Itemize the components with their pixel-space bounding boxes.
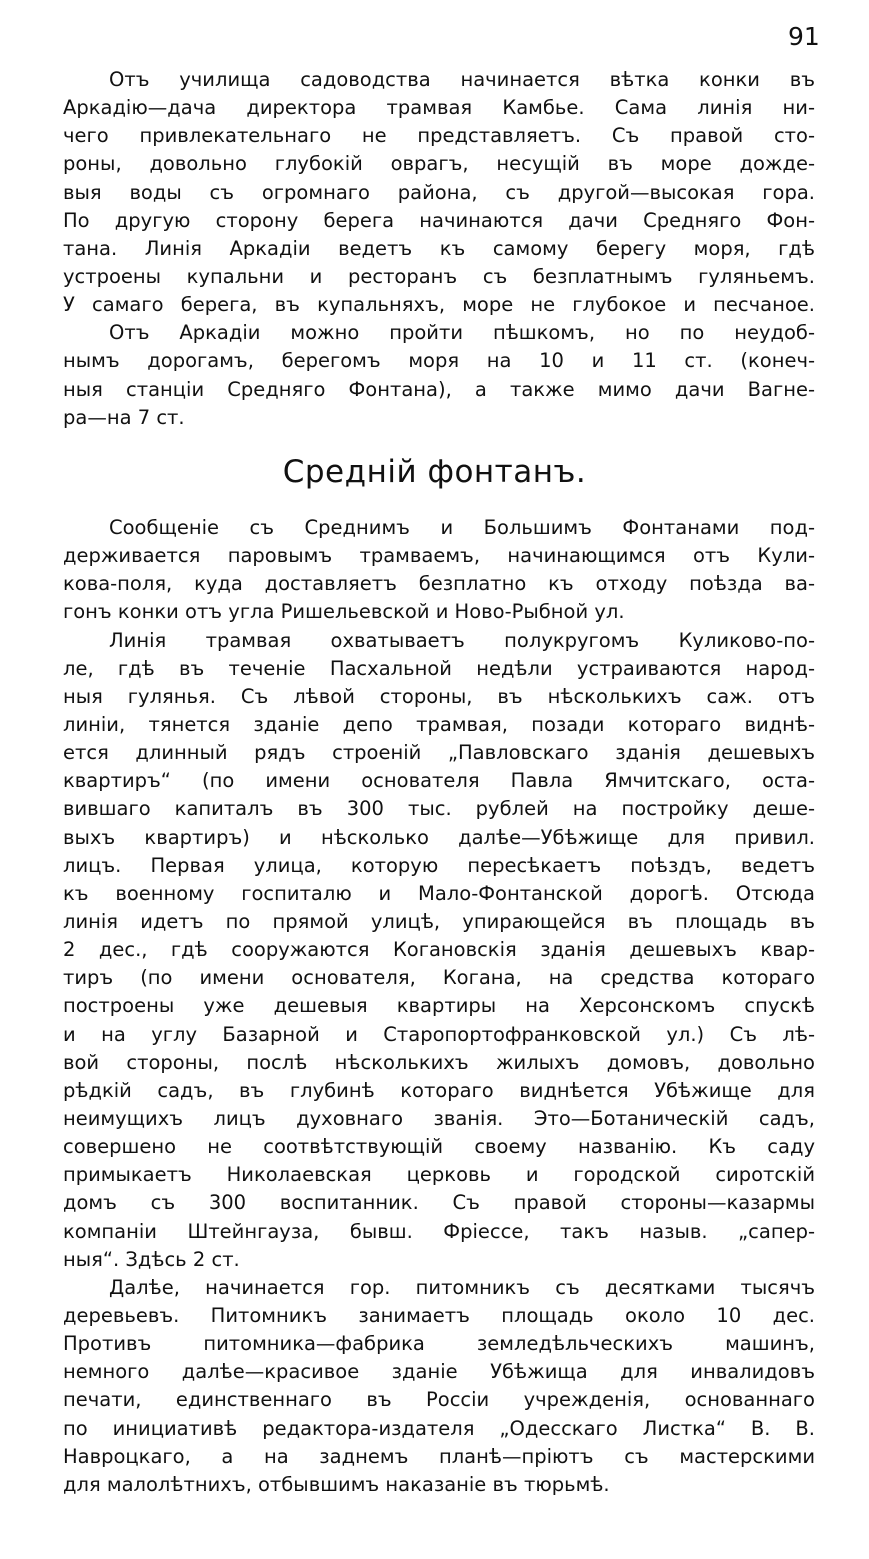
text-line: ра—на 7 ст.: [63, 405, 185, 429]
text-line: Линiя трамвая охватываетъ полукругомъ Куликово-по-: [109, 628, 815, 652]
text-line: Аркадiю—дача директора трамвая Камбье. Сама линiя ни-: [63, 96, 815, 120]
text-line: устроены купальни и ресторанъ съ безплатнымъ гуляньемъ.: [63, 264, 815, 288]
text-line: рѣдкiй садъ, въ глубинѣ котораго виднѣется Убѣжище для: [63, 1078, 815, 1102]
text-line: ется длинный рядъ строенiй „Павловскаго зданiя дешевыхъ: [63, 741, 815, 765]
text-line: выя воды съ огромнаго района, съ другой—высокая гора.: [63, 180, 815, 204]
page-number: 91: [788, 22, 820, 51]
text-line: Далѣе, начинается гор. питомникъ съ десятками тысячъ: [109, 1275, 815, 1299]
text-line: деревьевъ. Питомникъ занимаетъ площадь около 10 дес.: [63, 1303, 815, 1327]
section-heading: Среднiй фонтанъ.: [282, 454, 587, 490]
text-line: 2 дес., гдѣ сооружаются Когановскiя зданiя дешевыхъ квар-: [63, 938, 815, 962]
text-line: чего привлекательнаго не представляетъ. Съ правой сто-: [63, 124, 815, 148]
text-line: ныя станцiи Средняго Фонтана), а также мимо дачи Вагне-: [63, 377, 815, 401]
text-line: совершено не соотвѣтствующiй своему названiю. Къ саду: [63, 1135, 815, 1159]
text-line: ныя гулянья. Съ лѣвой стороны, въ нѣсколькихъ саж. отъ: [63, 684, 815, 708]
text-line: тана. Линiя Аркадiи ведетъ къ самому берегу моря, гдѣ: [63, 236, 815, 260]
text-line: по инициативѣ редактора-издателя „Одесскаго Листка“ В. В.: [63, 1416, 815, 1440]
text-line: лицъ. Первая улица, которую пересѣкаетъ поѣздъ, ведетъ: [63, 853, 815, 877]
paragraph-block-srednij-fontan: [63, 514, 815, 1499]
text-line: кова-поля, куда доставляетъ безплатно къ отходу поѣзда ва-: [63, 572, 815, 596]
text-line: компанiи Штейнгауза, бывш. Фрiессе, такъ назыв. „сапер-: [63, 1219, 815, 1243]
text-line: Отъ училища садоводства начинается вѣтка конки въ: [109, 68, 815, 91]
text-line: квартиръ“ (по имени основателя Павла Ямчитскаго, оста-: [63, 769, 815, 793]
text-line: примыкаетъ Николаевская церковь и городской сиротскiй: [63, 1163, 815, 1187]
text-line: Отъ Аркадiи можно пройти пѣшкомъ, но по неудоб-: [109, 321, 815, 345]
text-line: ныя“. Здѣсь 2 ст.: [63, 1247, 240, 1271]
text-line: Противъ питомника—фабрика земледѣльческихъ машинъ,: [63, 1332, 815, 1356]
text-line: линiи, тянется зданiе депо трамвая, позади котораго виднѣ-: [63, 712, 815, 736]
text-line: держивается паровымъ трамваемъ, начинающимся отъ Кули-: [63, 544, 815, 568]
paragraph-block-arcadia: [63, 66, 815, 432]
text-line: роны, довольно глубокiй оврагъ, несущiй въ море дожде-: [63, 152, 815, 176]
text-line: печати, единственнаго въ Россiи учрежденiя, основаннаго: [63, 1388, 815, 1412]
text-line: для малолѣтнихъ, отбывшимъ наказанiе въ тюрьмѣ.: [63, 1472, 610, 1496]
text-line: и на углу Базарной и Старопортофранковской ул.) Съ лѣ-: [63, 1022, 815, 1046]
text-line: немного далѣе—красивое зданiе Убѣжища для инвалидовъ: [63, 1360, 815, 1384]
text-line: тиръ (по имени основателя, Когана, на средства котораго: [63, 966, 815, 990]
text-line: выхъ квартиръ) и нѣсколько далѣе—Убѣжище для привил.: [63, 825, 815, 849]
text-line: домъ съ 300 воспитанник. Съ правой стороны—казармы: [63, 1191, 815, 1215]
text-line: ле, гдѣ въ теченiе Пасхальной недѣли устраиваются народ-: [63, 656, 815, 680]
text-line: Навроцкаго, а на заднемъ планѣ—прiютъ съ мастерскими: [63, 1444, 815, 1468]
text-line: По другую сторону берега начинаются дачи Средняго Фон-: [63, 208, 815, 232]
text-line: вившаго капиталъ въ 300 тыс. рублей на постройку деше-: [63, 797, 815, 821]
text-line: У самаго берега, въ купальняхъ, море не глубокое и песчаное.: [63, 293, 815, 317]
text-line: нымъ дорогамъ, берегомъ моря на 10 и 11 ст. (конеч-: [63, 349, 815, 373]
text-line: линiя идетъ по прямой улицѣ, упирающейся въ площадь въ: [63, 909, 815, 933]
text-line: неимущихъ лицъ духовнаго званiя. Это—Ботаническiй садъ,: [63, 1106, 815, 1130]
text-line: Сообщенiе съ Среднимъ и Большимъ Фонтанами под-: [109, 516, 815, 539]
text-line: къ военному госпиталю и Мало-Фонтанской дорогѣ. Отсюда: [63, 881, 815, 905]
text-line: гонъ конки отъ угла Ришельевской и Ново-Рыбной ул.: [63, 600, 625, 624]
text-line: вой стороны, послѣ нѣсколькихъ жилыхъ домовъ, довольно: [63, 1050, 815, 1074]
text-line: построены уже дешевыя квартиры на Херсонскомъ спускѣ: [63, 994, 815, 1018]
